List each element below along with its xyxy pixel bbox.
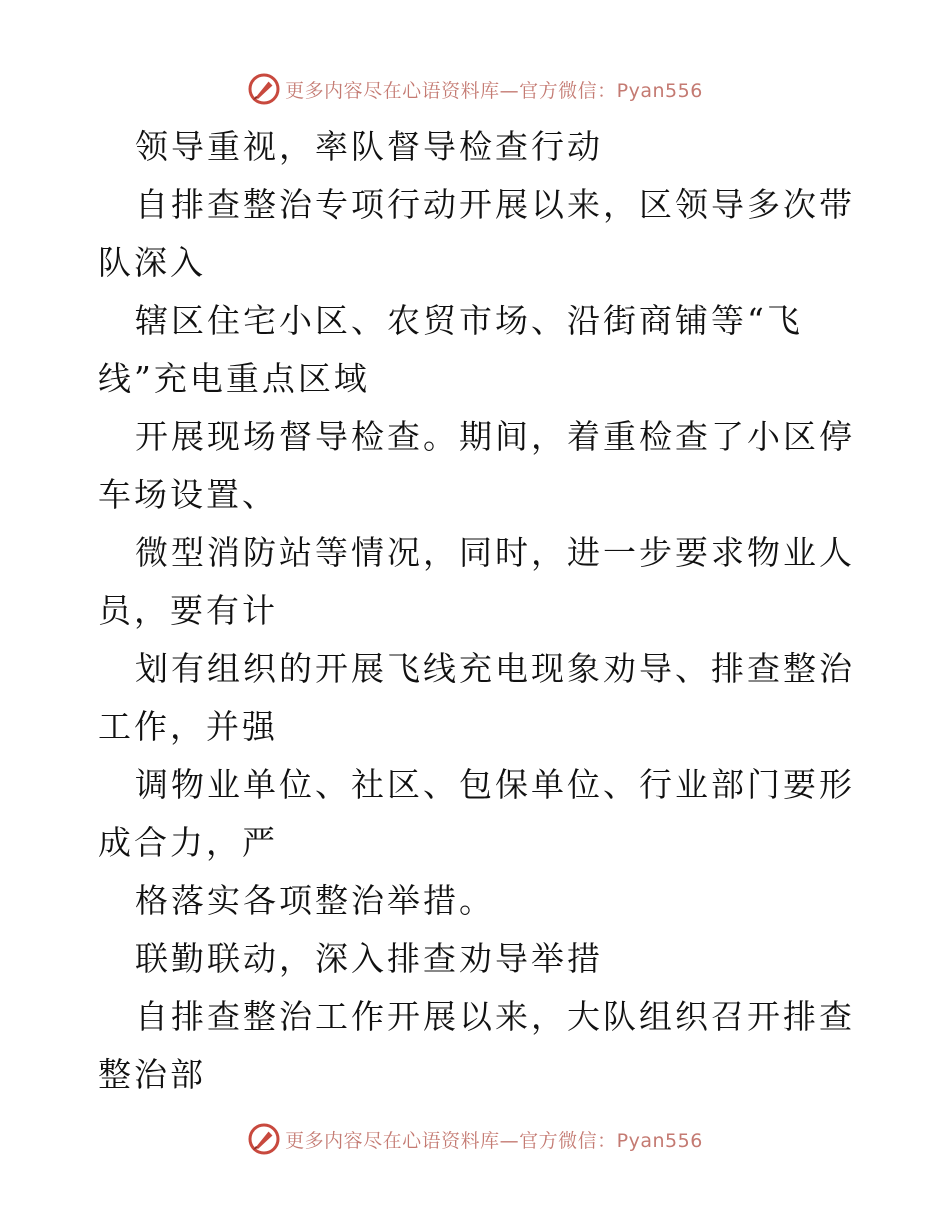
paragraph: 划有组织的开展飞线充电现象劝导、排查整治工作，并强	[98, 649, 855, 746]
watermark-text: 更多内容尽在心语资料库—官方微信：Pyan556	[285, 79, 703, 102]
footer-watermark	[0, 1122, 950, 1156]
paragraph: 联勤联动，深入排查劝导举措	[135, 939, 603, 978]
document-body	[98, 118, 858, 1104]
paragraph: 辖区住宅小区、农贸市场、沿街商铺等“飞线”充电重点区域	[98, 301, 803, 398]
paragraph: 格落实各项整治举措。	[135, 881, 495, 920]
header-watermark	[0, 72, 950, 106]
watermark-text: 更多内容尽在心语资料库—官方微信：Pyan556	[285, 1129, 703, 1152]
paragraph: 开展现场督导检查。期间，着重检查了小区停车场设置、	[98, 417, 855, 514]
pen-nib-logo-icon	[247, 72, 281, 106]
paragraph: 微型消防站等情况，同时，进一步要求物业人员，要有计	[98, 533, 855, 630]
paragraph: 领导重视，率队督导检查行动	[135, 127, 603, 166]
paragraph: 自排查整治专项行动开展以来，区领导多次带队深入	[98, 185, 855, 282]
pen-nib-logo-icon	[247, 1122, 281, 1156]
paragraph: 调物业单位、社区、包保单位、行业部门要形成合力，严	[98, 765, 855, 862]
paragraph: 自排查整治工作开展以来，大队组织召开排查整治部	[98, 997, 855, 1094]
